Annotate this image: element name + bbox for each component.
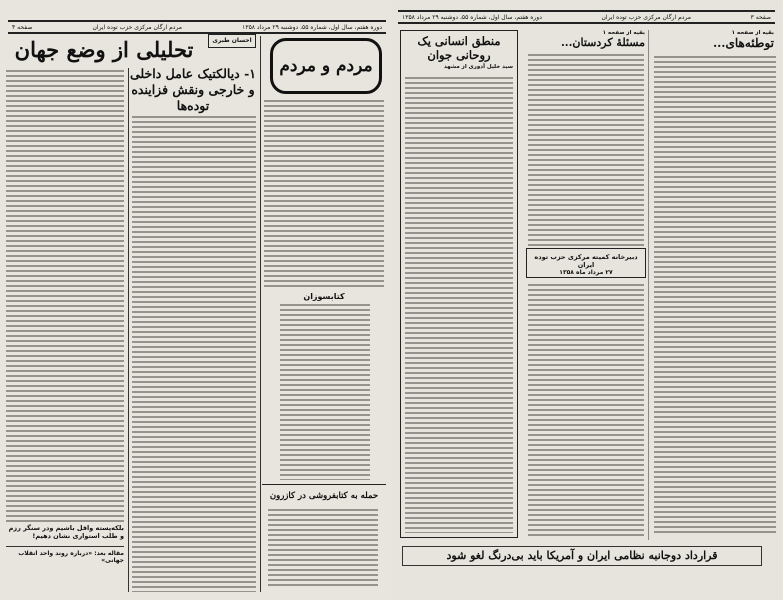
body-text	[268, 509, 378, 589]
header-issue: دوره هفتم، سال اول، شماره ۵۵، دوشنبه ۲۹ مرداد ۱۳۵۸	[402, 13, 542, 21]
header-masthead: مردم ارگان مرکزی حزب توده ایران	[601, 13, 691, 21]
body-text	[6, 70, 124, 522]
signature: دبیرخانه کمیته مرکزی حزب توده ایران	[534, 253, 638, 269]
main-article-subtitle: ۱- دیالکتیک عامل داخلی و خارجی ونقش فزاینده توده‌ها	[129, 66, 256, 113]
header-page-number: صفحه ۳	[750, 13, 771, 21]
header-issue: دوره هفتم، سال اول، شماره ۵۵، دوشنبه ۲۹ مرداد ۱۳۵۸	[242, 23, 382, 31]
col2-title: مسئلهٔ کردستان...	[560, 36, 645, 49]
header-page-number: صفحه ۴	[12, 23, 33, 31]
body-text	[528, 54, 644, 246]
box-article-title: حمله به کتابفروشی در کازرون	[269, 491, 379, 501]
col1-byline: سید خلیل آذوری از مشهد	[443, 64, 513, 70]
closing-line: بلکه‌پسته واقل باشیم ودر سنگر رزم و طلب استواری نشان دهیم!	[8, 524, 124, 540]
sidebar-heading: کتابسوزان	[303, 292, 345, 301]
signature-box	[526, 248, 646, 278]
left-page-header	[8, 20, 386, 34]
banner-headline: قرارداد دوجانبه نظامی ایران و آمریکا باید بی‌درنگ لغو شود	[402, 546, 762, 566]
col3-kicker: بقیه از صفحه ۱	[731, 30, 774, 36]
right-page-header	[398, 10, 775, 24]
col1-title: منطق انسانی یک روحانی جوان	[417, 34, 501, 62]
continued-note: مقاله بعد: «درباره روند واحد انقلاب جهانی»	[18, 550, 124, 564]
body-text	[405, 77, 513, 533]
header-masthead: مردم ارگان مرکزی حزب توده ایران	[92, 23, 182, 31]
body-text	[528, 284, 644, 536]
col2-kicker: بقیه از صفحه ۱	[602, 30, 645, 36]
right-page	[392, 0, 783, 600]
body-text	[280, 304, 370, 480]
col1-box	[400, 30, 518, 538]
body-text	[264, 100, 384, 290]
main-article-title: تحلیلی از وضع جهان	[14, 37, 194, 62]
body-text	[654, 56, 776, 536]
body-text	[132, 116, 256, 592]
box-article	[262, 484, 386, 592]
signature-date: ۲۷ مرداد ماه ۱۳۵۸	[559, 269, 613, 276]
author-box: احسان طبری	[208, 34, 256, 48]
logo: مردم و مردم	[270, 38, 382, 94]
col3-title: توطئه‌های...	[712, 36, 774, 50]
